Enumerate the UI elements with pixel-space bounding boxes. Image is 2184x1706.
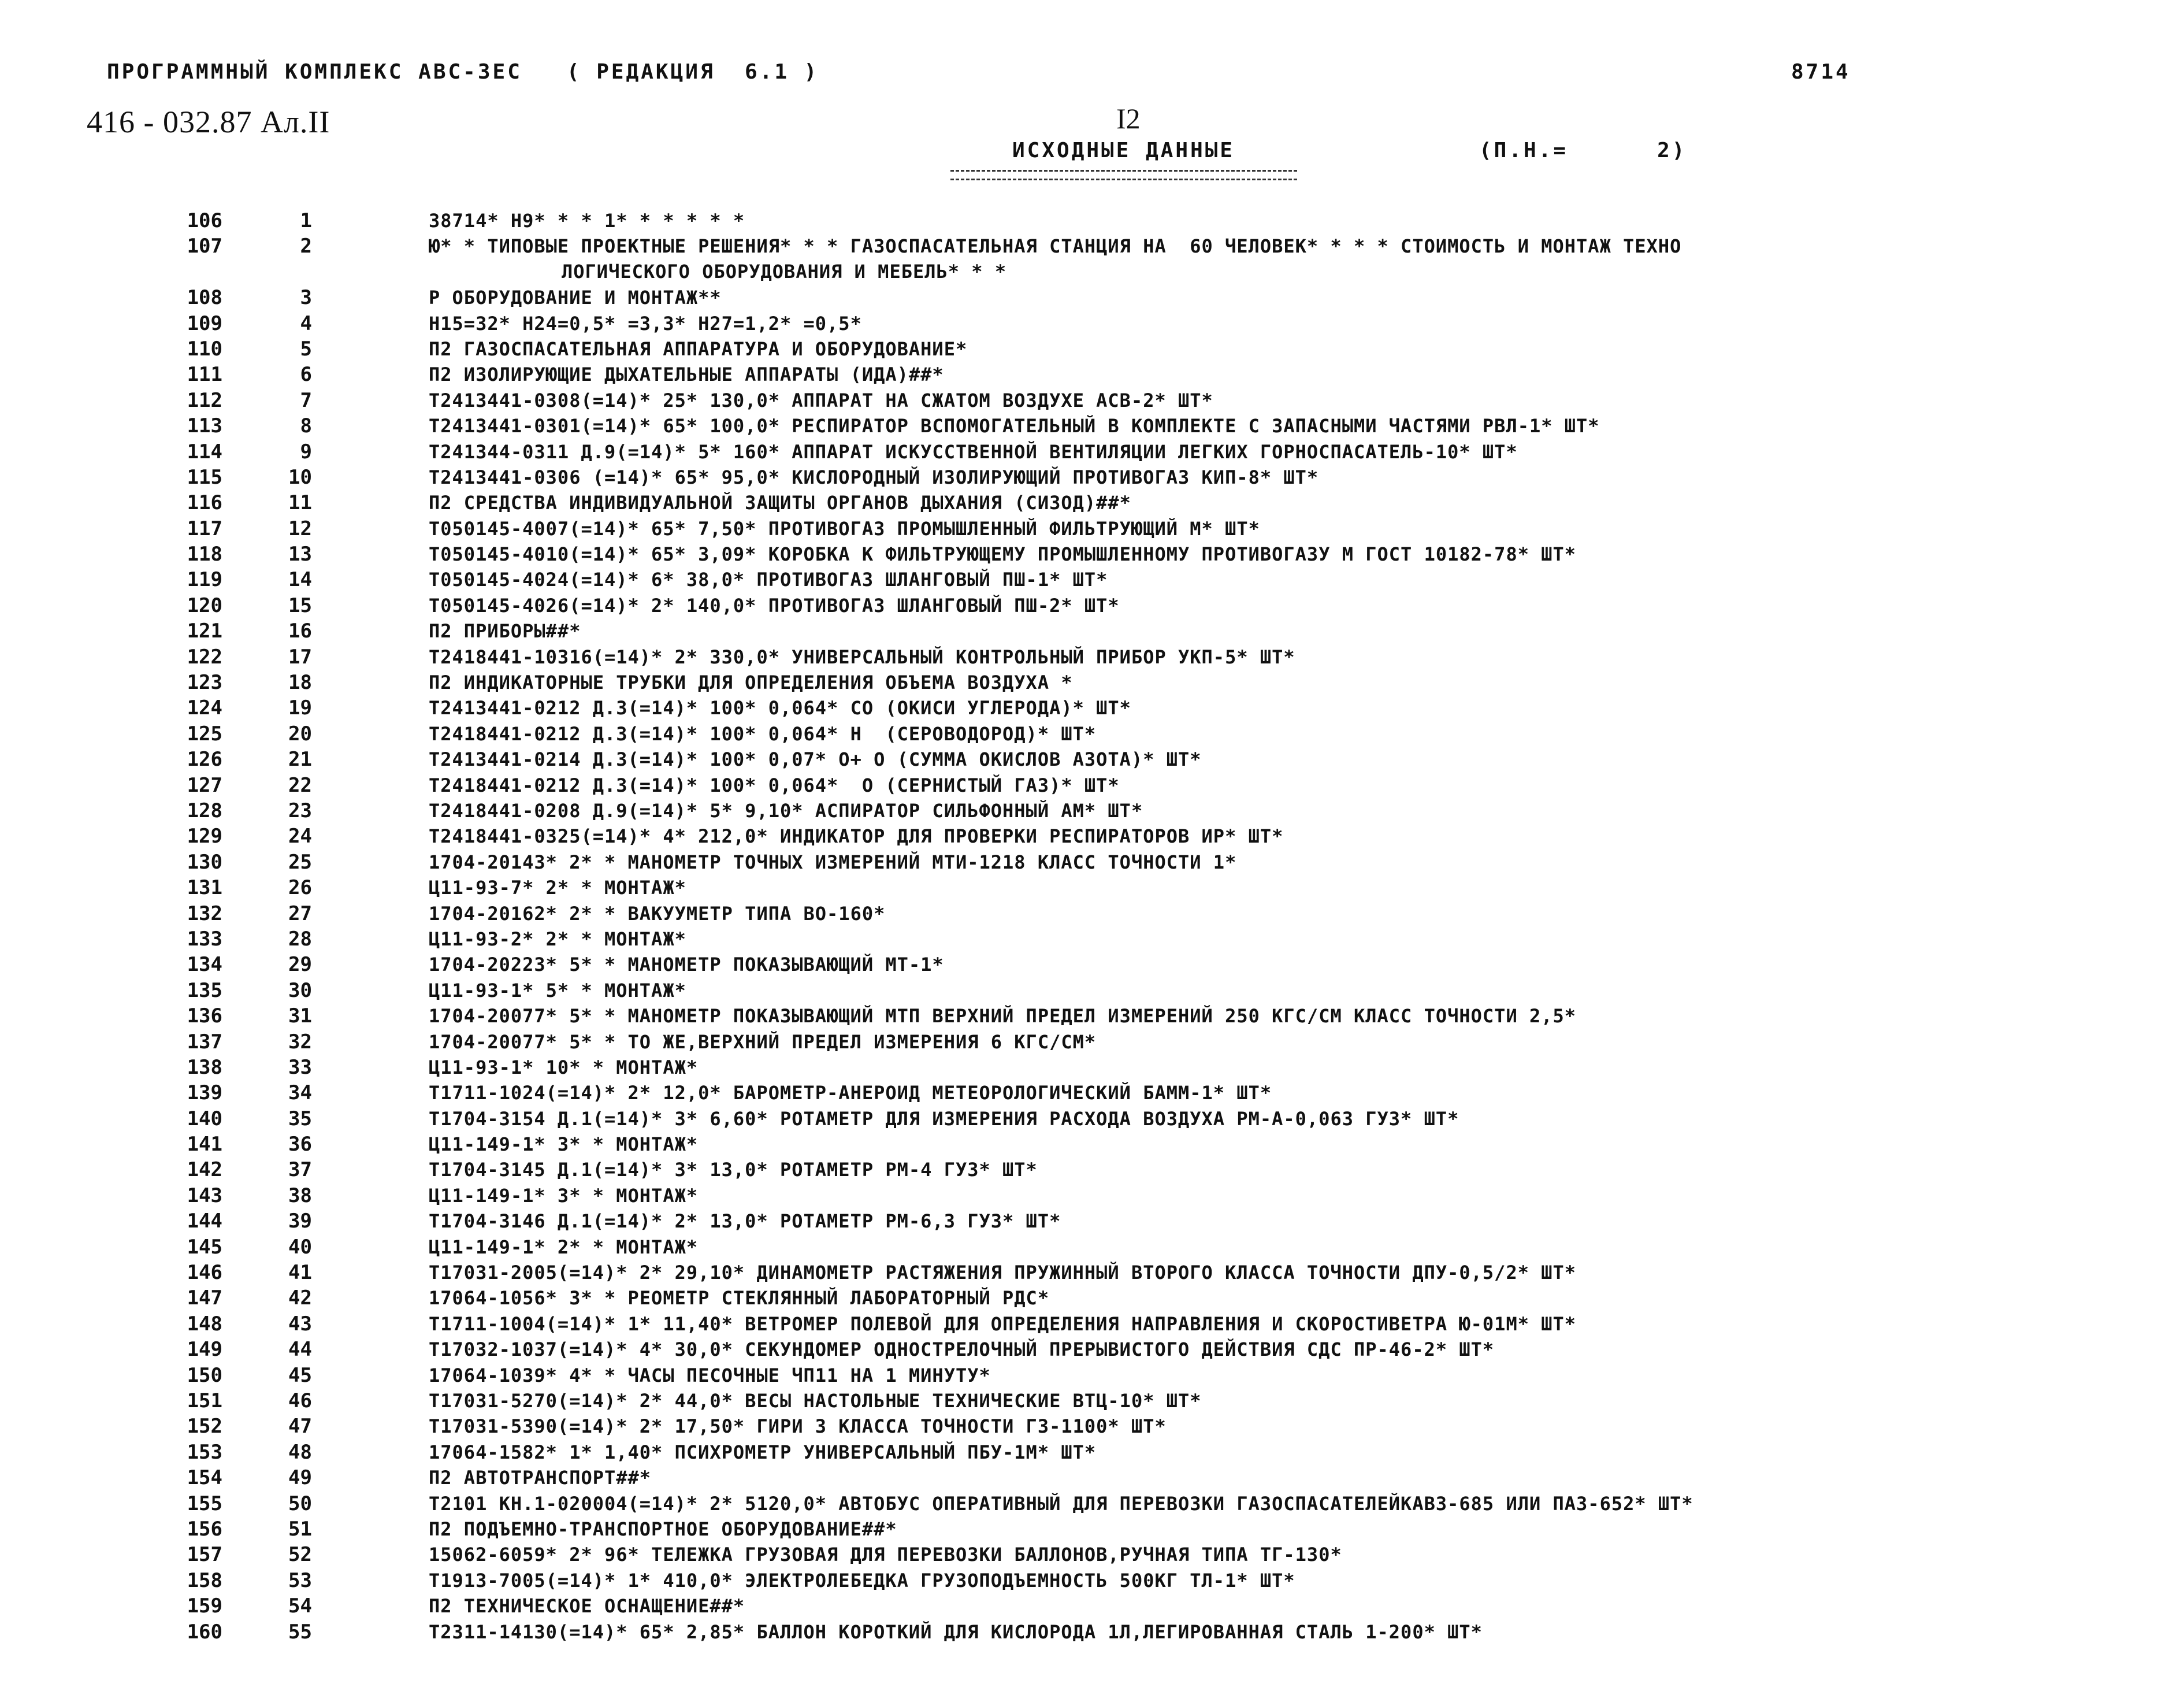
record-number: 33 <box>288 1055 312 1079</box>
record-text <box>429 1234 2139 1260</box>
record-number: 5 <box>300 337 312 361</box>
record-text-line: Т2413441-0212 Д.3(=14)* 100* 0,064* СО (ОКИСИ УГЛЕРОДА)* ШТ* <box>429 697 1131 720</box>
record-text-line: Т2101 КН.1-020004(=14)* 2* 5120,0* АВТОБУС ОПЕРАТИВНЫЙ ДЛЯ ПЕРЕВОЗКИ ГАЗОСПАСАТЕЛЕЙКАВЗ-685 ИЛИ ПАЗ-652* ШТ* <box>429 1492 1693 1515</box>
record-number: 48 <box>288 1440 312 1464</box>
record-text-line: Ю* * ТИПОВЫЕ ПРОЕКТНЫЕ РЕШЕНИЯ* * * ГАЗОСПАСАТЕЛЬНАЯ СТАНЦИЯ НА 60 ЧЕЛОВЕК* * * * СТОИМОСТЬ И МОНТАЖ ТЕХНО <box>429 235 1682 258</box>
line-number: 145 <box>187 1235 222 1259</box>
listing-row <box>0 1132 2184 1157</box>
record-text-line: Т17031-5270(=14)* 2* 44,0* ВЕСЫ НАСТОЛЬНЫЕ ТЕХНИЧЕСКИЕ ВТЦ-10* ШТ* <box>429 1389 1202 1412</box>
record-text <box>429 618 2139 644</box>
record-text-line: П2 ТЕХНИЧЕСКОЕ ОСНАЩЕНИЕ##* <box>429 1595 745 1618</box>
line-number: 139 <box>187 1081 222 1105</box>
listing-row <box>0 824 2184 849</box>
listing-row <box>0 901 2184 926</box>
record-number: 24 <box>288 825 312 848</box>
listing-row <box>0 1106 2184 1132</box>
record-text-line: П2 ГАЗОСПАСАТЕЛЬНАЯ АППАРАТУРА И ОБОРУДОВАНИЕ* <box>429 338 968 360</box>
line-number: 109 <box>187 311 222 335</box>
line-number: 151 <box>187 1389 222 1412</box>
listing-row <box>0 1516 2184 1542</box>
record-text-line: 1704-20162* 2* * ВАКУУМЕТР ТИПА ВО-160* <box>429 902 886 925</box>
record-number: 39 <box>288 1210 312 1233</box>
record-text-line: Т17031-5390(=14)* 2* 17,50* ГИРИ 3 КЛАССА ТОЧНОСТИ Г3-1100* ШТ* <box>429 1415 1167 1438</box>
record-text <box>429 695 2139 721</box>
record-text <box>429 978 2139 1003</box>
record-text <box>429 798 2139 824</box>
listing-row <box>0 1363 2184 1388</box>
line-number: 148 <box>187 1312 222 1336</box>
line-number: 133 <box>187 927 222 951</box>
record-number: 49 <box>288 1466 312 1490</box>
listing-row <box>0 362 2184 387</box>
record-number: 3 <box>300 286 312 310</box>
listing-row <box>0 875 2184 900</box>
listing-row <box>0 1183 2184 1208</box>
record-text <box>429 1593 2139 1619</box>
record-number: 28 <box>288 927 312 951</box>
line-number: 134 <box>187 953 222 977</box>
listing-row <box>0 1208 2184 1234</box>
record-number: 10 <box>288 465 312 489</box>
record-text <box>429 1055 2139 1080</box>
line-number: 138 <box>187 1055 222 1079</box>
record-text <box>429 413 2139 439</box>
line-number: 129 <box>187 825 222 848</box>
record-text-line: П2 ИНДИКАТОРНЫЕ ТРУБКИ ДЛЯ ОПРЕДЕЛЕНИЯ ОБЪЕМА ВОЗДУХА * <box>429 672 1073 694</box>
record-number: 17 <box>288 645 312 669</box>
record-text-line: Т1704-3154 Д.1(=14)* 3* 6,60* РОТАМЕТР ДЛЯ ИЗМЕРЕНИЯ РАСХОДА ВОЗДУХА РМ-А-0,063 ГУЗ* ШТ* <box>429 1107 1459 1130</box>
record-text <box>429 233 2139 284</box>
record-number: 22 <box>288 773 312 797</box>
listing-row <box>0 1491 2184 1516</box>
record-number: 30 <box>288 978 312 1002</box>
listing-row <box>0 1542 2184 1567</box>
record-number: 44 <box>288 1338 312 1362</box>
record-number: 21 <box>288 748 312 772</box>
listing-row <box>0 1414 2184 1439</box>
record-text-line: Т17031-2005(=14)* 2* 29,10* ДИНАМОМЕТР РАСТЯЖЕНИЯ ПРУЖИННЫЙ ВТОРОГО КЛАССА ТОЧНОСТИ ДПУ-0,5/2* ШТ* <box>429 1262 1577 1284</box>
line-number: 127 <box>187 773 222 797</box>
record-text <box>429 926 2139 952</box>
record-text-line: Ц11-93-2* 2* * МОНТАЖ* <box>429 928 686 950</box>
record-number: 25 <box>288 850 312 874</box>
listing-row <box>0 413 2184 439</box>
line-number: 130 <box>187 850 222 874</box>
listing-row <box>0 1055 2184 1080</box>
line-number: 142 <box>187 1158 222 1182</box>
document-number: 8714 <box>1791 60 1851 84</box>
listing-row <box>0 336 2184 362</box>
record-text <box>429 824 2139 849</box>
record-number: 52 <box>288 1543 312 1567</box>
record-text-line: Ц11-149-1* 3* * МОНТАЖ* <box>429 1184 699 1207</box>
record-number: 1 <box>300 209 312 232</box>
listing-row <box>0 311 2184 336</box>
record-number: 18 <box>288 671 312 695</box>
record-text-line: Т050145-4007(=14)* 65* 7,50* ПРОТИВОГАЗ ПРОМЫШЛЕННЫЙ ФИЛЬТРУЮЩИЙ М* ШТ* <box>429 517 1260 540</box>
record-text <box>429 773 2139 798</box>
line-number: 149 <box>187 1338 222 1362</box>
record-text-line: П2 АВТОТРАНСПОРТ##* <box>429 1467 652 1489</box>
record-text <box>429 952 2139 977</box>
record-text <box>429 336 2139 362</box>
line-number: 123 <box>187 671 222 695</box>
record-text-line: Т2418441-0212 Д.3(=14)* 100* 0,064* Н (СЕРОВОДОРОД)* ШТ* <box>429 722 1097 745</box>
record-text-line: Т2418441-10316(=14)* 2* 330,0* УНИВЕРСАЛЬНЫЙ КОНТРОЛЬНЫЙ ПРИБОР УКП-5* ШТ* <box>429 646 1295 668</box>
listing-row <box>0 465 2184 490</box>
line-number: 125 <box>187 722 222 746</box>
record-text-line: Ц11-93-7* 2* * МОНТАЖ* <box>429 877 686 899</box>
line-number: 137 <box>187 1030 222 1054</box>
record-text-line: 1704-20143* 2* * МАНОМЕТР ТОЧНЫХ ИЗМЕРЕНИЙ МТИ-1218 КЛАСС ТОЧНОСТИ 1* <box>429 851 1237 873</box>
record-text <box>429 721 2139 747</box>
record-text-continuation: ЛОГИЧЕСКОГО ОБОРУДОВАНИЯ И МЕБЕЛЬ* * * <box>562 261 1007 283</box>
listing-row <box>0 1388 2184 1414</box>
line-number: 118 <box>187 543 222 566</box>
listing-row <box>0 439 2184 465</box>
record-number: 6 <box>300 363 312 387</box>
record-number: 14 <box>288 568 312 592</box>
program-title: ПРОГРАММНЫЙ КОМПЛЕКС АВС-3ЕС ( РЕДАКЦИЯ 6.1 ) <box>107 60 819 84</box>
record-number: 32 <box>288 1030 312 1054</box>
record-number: 38 <box>288 1184 312 1207</box>
record-text-line: П2 ПОДЪЕМНО-ТРАНСПОРТНОЕ ОБОРУДОВАНИЕ##* <box>429 1518 897 1540</box>
line-number: 132 <box>187 902 222 925</box>
record-text <box>429 362 2139 387</box>
record-text-line: Т2418441-0212 Д.3(=14)* 100* 0,064* О (СЕРНИСТЫЙ ГАЗ)* ШТ* <box>429 774 1120 796</box>
line-number: 158 <box>187 1568 222 1592</box>
record-number: 23 <box>288 799 312 822</box>
line-number: 110 <box>187 337 222 361</box>
page-info: (П.Н.= 2) <box>1479 139 1687 162</box>
record-number: 27 <box>288 902 312 925</box>
record-text <box>429 1363 2139 1388</box>
record-number: 12 <box>288 517 312 540</box>
record-number: 43 <box>288 1312 312 1336</box>
line-number: 141 <box>187 1133 222 1156</box>
record-text <box>429 388 2139 413</box>
listing-row <box>0 695 2184 721</box>
record-text-line: 17064-1056* 3* * РЕОМЕТР СТЕКЛЯННЫЙ ЛАБОРАТОРНЫЙ РДС* <box>429 1287 1050 1310</box>
line-number: 120 <box>187 594 222 617</box>
listing-row <box>0 644 2184 670</box>
record-text <box>429 208 2139 233</box>
record-text-line: П2 ИЗОЛИРУЮЩИЕ ДЫХАТЕЛЬНЫЕ АППАРАТЫ (ИДА)##* <box>429 364 944 386</box>
record-text <box>429 1568 2139 1593</box>
listing-row <box>0 618 2184 644</box>
listing-row <box>0 747 2184 772</box>
record-text <box>429 1337 2139 1362</box>
record-number: 53 <box>288 1568 312 1592</box>
listing-row <box>0 670 2184 695</box>
record-text-line: Ц11-149-1* 2* * МОНТАЖ* <box>429 1236 699 1258</box>
record-text-line: Т2311-14130(=14)* 65* 2,85* БАЛЛОН КОРОТКИЙ ДЛЯ КИСЛОРОДА 1Л,ЛЕГИРОВАННАЯ СТАЛЬ 1-200* ШТ* <box>429 1620 1483 1643</box>
record-text <box>429 850 2139 875</box>
record-text-line: Т1913-7005(=14)* 1* 410,0* ЭЛЕКТРОЛЕБЕДКА ГРУЗОПОДЪЕМНОСТЬ 500КГ ТЛ-1* ШТ* <box>429 1569 1295 1592</box>
page-number: I2 <box>1116 102 1141 135</box>
record-text-line: Ц11-93-1* 5* * МОНТАЖ* <box>429 979 686 1002</box>
line-number: 140 <box>187 1107 222 1130</box>
record-number: 47 <box>288 1415 312 1438</box>
record-text <box>429 875 2139 900</box>
listing-row <box>0 798 2184 824</box>
listing-row <box>0 1337 2184 1362</box>
record-number: 46 <box>288 1389 312 1412</box>
line-number: 113 <box>187 414 222 438</box>
listing-row <box>0 490 2184 515</box>
record-text <box>429 1491 2139 1516</box>
record-number: 19 <box>288 696 312 720</box>
record-text <box>429 1542 2139 1567</box>
record-number: 51 <box>288 1517 312 1541</box>
record-text <box>429 439 2139 465</box>
listing-row <box>0 1260 2184 1285</box>
record-number: 55 <box>288 1620 312 1644</box>
record-text <box>429 1106 2139 1132</box>
record-text-line: Т050145-4026(=14)* 2* 140,0* ПРОТИВОГАЗ ШЛАНГОВЫЙ ПШ-2* ШТ* <box>429 594 1120 617</box>
record-number: 40 <box>288 1235 312 1259</box>
record-number: 41 <box>288 1261 312 1285</box>
record-text-line: Т050145-4010(=14)* 65* 3,09* КОРОБКА К ФИЛЬТРУЮЩЕМУ ПРОМЫШЛЕННОМУ ПРОТИВОГАЗУ М ГОСТ 10182-78* ШТ* <box>429 543 1577 566</box>
record-text-line: Т2413441-0306 (=14)* 65* 95,0* КИСЛОРОДНЫЙ ИЗОЛИРУЮЩИЙ ПРОТИВОГАЗ КИП-8* ШТ* <box>429 466 1319 488</box>
record-text <box>429 1285 2139 1311</box>
record-text <box>429 644 2139 670</box>
record-number: 36 <box>288 1133 312 1156</box>
line-number: 143 <box>187 1184 222 1207</box>
record-text-line: 15062-6059* 2* 96* ТЕЛЕЖКА ГРУЗОВАЯ ДЛЯ ПЕРЕВОЗКИ БАЛЛОНОВ,РУЧНАЯ ТИПА ТГ-130* <box>429 1544 1342 1566</box>
record-text <box>429 1516 2139 1542</box>
record-text-line: П2 СРЕДСТВА ИНДИВИДУАЛЬНОЙ ЗАЩИТЫ ОРГАНОВ ДЫХАНИЯ (СИЗОД)##* <box>429 492 1131 514</box>
listing-row <box>0 978 2184 1003</box>
record-number: 8 <box>300 414 312 438</box>
record-number: 7 <box>300 388 312 412</box>
record-number: 4 <box>300 311 312 335</box>
record-text <box>429 285 2139 310</box>
listing-row <box>0 388 2184 413</box>
line-number: 153 <box>187 1440 222 1464</box>
listing-row <box>0 1311 2184 1337</box>
line-number: 152 <box>187 1415 222 1438</box>
line-number: 150 <box>187 1363 222 1387</box>
record-text-line: Т2418441-0208 Д.9(=14)* 5* 9,10* АСПИРАТОР СИЛЬФОННЫЙ АМ* ШТ* <box>429 800 1143 822</box>
record-text-line: 38714* Н9* * * 1* * * * * * <box>429 210 745 232</box>
listing-row <box>0 542 2184 567</box>
record-text-line: 1704-20077* 5* * ТО ЖЕ,ВЕРХНИЙ ПРЕДЕЛ ИЗМЕРЕНИЯ 6 КГС/СМ* <box>429 1030 1097 1053</box>
record-number: 42 <box>288 1286 312 1310</box>
record-text-line: Т050145-4024(=14)* 6* 38,0* ПРОТИВОГАЗ ШЛАНГОВЫЙ ПШ-1* ШТ* <box>429 569 1108 591</box>
line-number: 111 <box>187 363 222 387</box>
listing-row <box>0 1619 2184 1645</box>
record-text <box>429 1619 2139 1645</box>
record-text <box>429 747 2139 772</box>
listing-row <box>0 1234 2184 1260</box>
line-number: 124 <box>187 696 222 720</box>
listing-row <box>0 516 2184 542</box>
record-number: 13 <box>288 543 312 566</box>
record-text <box>429 1157 2139 1182</box>
listing-row <box>0 1465 2184 1490</box>
line-number: 106 <box>187 209 222 232</box>
record-number: 35 <box>288 1107 312 1130</box>
record-number: 54 <box>288 1594 312 1618</box>
record-text-line: Н15=32* Н24=0,5* =3,3* Н27=1,2* =0,5* <box>429 312 862 335</box>
record-text-line: Т1711-1024(=14)* 2* 12,0* БАРОМЕТР-АНЕРОИД МЕТЕОРОЛОГИЧЕСКИЙ БАММ-1* ШТ* <box>429 1082 1272 1104</box>
line-number: 115 <box>187 465 222 489</box>
title-double-underline <box>950 170 1297 180</box>
record-text <box>429 1132 2139 1157</box>
listing-row <box>0 1080 2184 1106</box>
line-number: 131 <box>187 876 222 900</box>
line-number: 108 <box>187 286 222 310</box>
record-text <box>429 1183 2139 1208</box>
line-number: 156 <box>187 1517 222 1541</box>
record-text-line: Т1704-3145 Д.1(=14)* 3* 13,0* РОТАМЕТР РМ-4 ГУЗ* ШТ* <box>429 1159 1038 1181</box>
line-number: 128 <box>187 799 222 822</box>
section-title: ИСХОДНЫЕ ДАННЫЕ <box>1012 139 1235 162</box>
line-number: 116 <box>187 491 222 515</box>
line-number: 122 <box>187 645 222 669</box>
line-number: 157 <box>187 1543 222 1567</box>
listing-row <box>0 926 2184 952</box>
record-text-line: 1704-20077* 5* * МАНОМЕТР ПОКАЗЫВАЮЩИЙ МТП ВЕРХНИЙ ПРЕДЕЛ ИЗМЕРЕНИЙ 250 КГС/СМ КЛАСС ТОЧНОСТИ 2,5* <box>429 1005 1577 1028</box>
record-number: 29 <box>288 953 312 977</box>
record-text-line: Ц11-93-1* 10* * МОНТАЖ* <box>429 1056 699 1078</box>
record-text-line: П2 ПРИБОРЫ##* <box>429 620 581 643</box>
line-number: 121 <box>187 620 222 643</box>
listing-row <box>0 567 2184 592</box>
record-text <box>429 1029 2139 1055</box>
record-text-line: Т241344-0311 Д.9(=14)* 5* 160* АППАРАТ ИСКУССТВЕННОЙ ВЕНТИЛЯЦИИ ЛЕГКИХ ГОРНОСПАСАТЕЛЬ-10* ШТ* <box>429 440 1518 463</box>
line-number: 135 <box>187 978 222 1002</box>
line-number: 159 <box>187 1594 222 1618</box>
record-text <box>429 1311 2139 1337</box>
record-text <box>429 1388 2139 1414</box>
record-text <box>429 311 2139 336</box>
record-text-line: Т1711-1004(=14)* 1* 11,40* ВЕТРОМЕР ПОЛЕВОЙ ДЛЯ ОПРЕДЕЛЕНИЯ НАПРАВЛЕНИЯ И СКОРОСТИВЕТРА Ю-01М* ШТ* <box>429 1312 1577 1335</box>
listing-row <box>0 208 2184 233</box>
line-number: 147 <box>187 1286 222 1310</box>
listing-row <box>0 1157 2184 1182</box>
record-number: 50 <box>288 1492 312 1515</box>
record-text-line: Р ОБОРУДОВАНИЕ И МОНТАЖ** <box>429 287 722 309</box>
record-text <box>429 1080 2139 1106</box>
record-text-line: Т2418441-0325(=14)* 4* 212,0* ИНДИКАТОР ДЛЯ ПРОВЕРКИ РЕСПИРАТОРОВ ИР* ШТ* <box>429 825 1284 848</box>
line-number: 144 <box>187 1210 222 1233</box>
listing-row <box>0 850 2184 875</box>
input-data-listing <box>0 208 2184 1645</box>
line-number: 146 <box>187 1261 222 1285</box>
line-number: 119 <box>187 568 222 592</box>
record-text-line: Т1704-3146 Д.1(=14)* 2* 13,0* РОТАМЕТР РМ-6,3 ГУЗ* ШТ* <box>429 1210 1061 1233</box>
record-text <box>429 1003 2139 1029</box>
record-number: 15 <box>288 594 312 617</box>
record-number: 45 <box>288 1363 312 1387</box>
listing-row <box>0 1285 2184 1311</box>
line-number: 160 <box>187 1620 222 1644</box>
record-text <box>429 567 2139 592</box>
line-number: 154 <box>187 1466 222 1490</box>
line-number: 114 <box>187 440 222 463</box>
record-text-line: Т2413441-0214 Д.3(=14)* 100* 0,07* О+ О (СУММА ОКИСЛОВ АЗОТА)* ШТ* <box>429 748 1202 771</box>
record-text-line: Т2413441-0301(=14)* 65* 100,0* РЕСПИРАТОР ВСПОМОГАТЕЛЬНЫЙ В КОМПЛЕКТЕ С ЗАПАСНЫМИ ЧАСТЯМИ РВЛ-1* ШТ* <box>429 415 1600 437</box>
record-text <box>429 1440 2139 1465</box>
record-text <box>429 516 2139 542</box>
record-text <box>429 1465 2139 1490</box>
record-number: 37 <box>288 1158 312 1182</box>
line-number: 107 <box>187 235 222 258</box>
record-number: 20 <box>288 722 312 746</box>
record-number: 2 <box>300 235 312 258</box>
record-number: 16 <box>288 620 312 643</box>
record-text <box>429 1414 2139 1439</box>
listing-row <box>0 1029 2184 1055</box>
record-number: 9 <box>300 440 312 463</box>
listing-row <box>0 285 2184 310</box>
record-number: 34 <box>288 1081 312 1105</box>
record-text <box>429 1208 2139 1234</box>
document-code: 416 - 032.87 Ал.II <box>87 105 330 139</box>
record-text-line: 17064-1582* 1* 1,40* ПСИХРОМЕТР УНИВЕРСАЛЬНЫЙ ПБУ-1М* ШТ* <box>429 1441 1097 1463</box>
record-number: 31 <box>288 1004 312 1028</box>
listing-row <box>0 952 2184 977</box>
record-number: 11 <box>288 491 312 515</box>
listing-row <box>0 1440 2184 1465</box>
line-number: 117 <box>187 517 222 540</box>
line-number: 155 <box>187 1492 222 1515</box>
record-text <box>429 490 2139 515</box>
record-text <box>429 593 2139 618</box>
line-number: 112 <box>187 388 222 412</box>
listing-row <box>0 1568 2184 1593</box>
listing-row <box>0 593 2184 618</box>
record-text-line: Ц11-149-1* 3* * МОНТАЖ* <box>429 1133 699 1156</box>
record-text <box>429 901 2139 926</box>
record-text <box>429 465 2139 490</box>
record-number: 26 <box>288 876 312 900</box>
line-number: 126 <box>187 748 222 772</box>
listing-row <box>0 1003 2184 1029</box>
listing-row <box>0 773 2184 798</box>
line-number: 136 <box>187 1004 222 1028</box>
record-text-line: Т17032-1037(=14)* 4* 30,0* СЕКУНДОМЕР ОДНОСТРЕЛОЧНЫЙ ПРЕРЫВИСТОГО ДЕЙСТВИЯ СДС ПР-46-2* ШТ* <box>429 1338 1495 1361</box>
record-text-line: 1704-20223* 5* * МАНОМЕТР ПОКАЗЫВАЮЩИЙ МТ-1* <box>429 954 944 976</box>
listing-row <box>0 1593 2184 1619</box>
listing-row <box>0 721 2184 747</box>
record-text <box>429 1260 2139 1285</box>
record-text <box>429 542 2139 567</box>
listing-row <box>0 233 2184 285</box>
record-text <box>429 670 2139 695</box>
record-text-line: Т2413441-0308(=14)* 25* 130,0* АППАРАТ НА СЖАТОМ ВОЗДУХЕ АСВ-2* ШТ* <box>429 389 1213 411</box>
record-text-line: 17064-1039* 4* * ЧАСЫ ПЕСОЧНЫЕ ЧП11 НА 1 МИНУТУ* <box>429 1364 991 1386</box>
